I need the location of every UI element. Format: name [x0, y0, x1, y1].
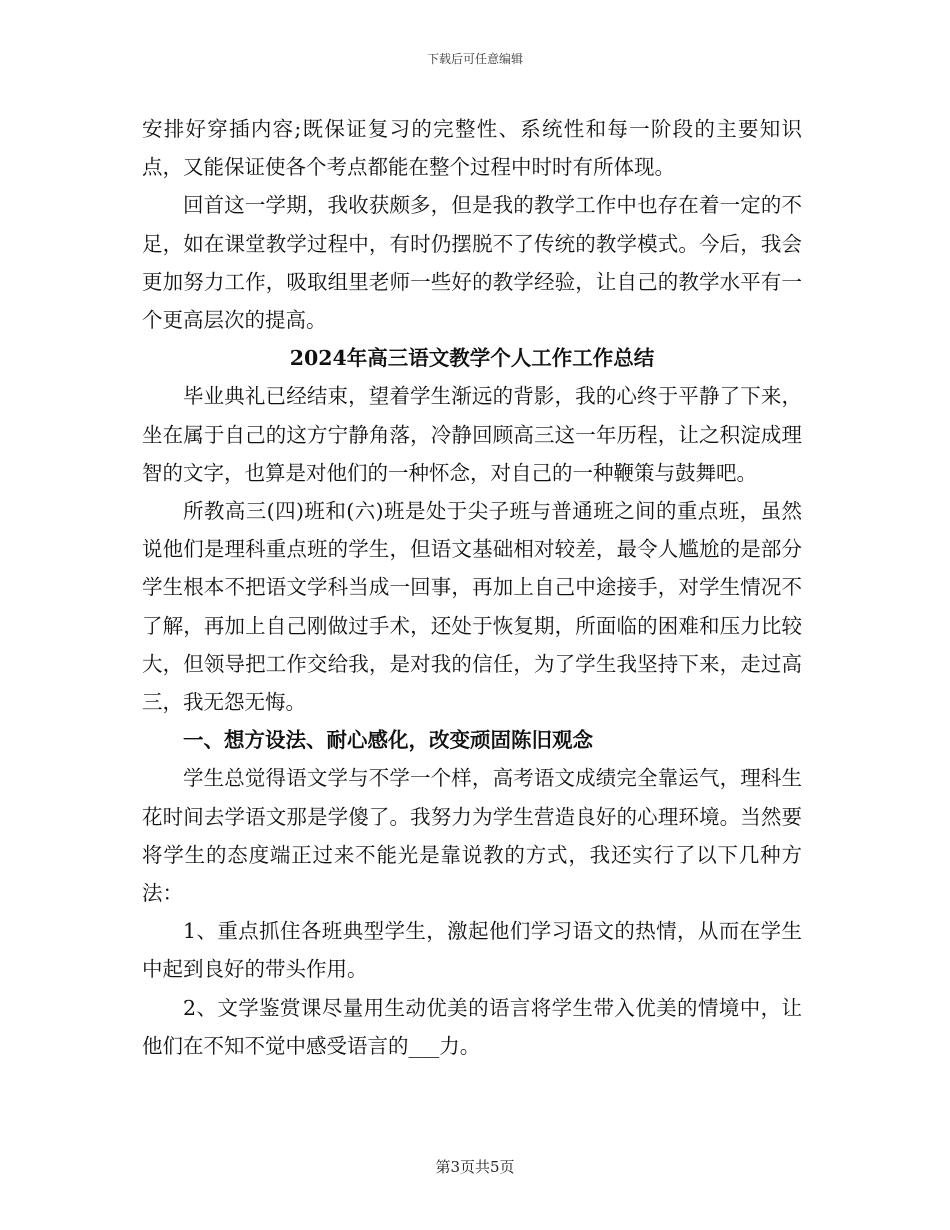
paragraph-intro: 毕业典礼已经结束，望着学生渐远的背影，我的心终于平静了下来，坐在属于自己的这方宁静角落，冷静回顾高三这一年历程，让之积淀成理智的文字，也算是对他们的一种怀念，对自己的一种鞭策与鼓舞吧。	[142, 384, 802, 485]
list-item-2: 2、文学鉴赏课尽量用生动优美的语言将学生带入优美的情境中，让他们在不知不觉中感受语言的___力。	[142, 995, 802, 1058]
paragraph-continuation: 安排好穿插内容;既保证复习的完整性、系统性和每一阶段的主要知识点，又能保证使各个考点都能在整个过程中时时有所体现。	[142, 117, 802, 180]
document-title: 2024年高三语文教学个人工作工作总结	[289, 346, 655, 371]
page-header: 下载后可任意编辑	[426, 52, 523, 66]
paragraph-student-attitude: 学生总觉得语文学与不学一个样，高考语文成绩完全靠运气，理科生花时间去学语文那是学傻了。我努力为学生营造良好的心理环境。当然要将学生的态度端正过来不能光是靠说教的方式，我还实行了以下几种方法：	[142, 766, 802, 906]
document-body	[142, 110, 802, 1065]
list-item-1: 1、重点抓住各班典型学生，激起他们学习语文的热情，从而在学生中起到良好的带头作用。	[142, 919, 802, 982]
page-number: 第3页共5页	[435, 1158, 515, 1176]
paragraph-class-situation: 所教高三(四)班和(六)班是处于尖子班与普通班之间的重点班，虽然说他们是理科重点班的学生，但语文基础相对较差，最令人尴尬的是部分学生根本不把语文学科当成一回事，再加上自己中途接手，对学生情况不了解，再加上自己刚做过手术，还处于恢复期，所面临的困难和压力比较大，但领导把工作交给我，是对我的信任，为了学生我坚持下来，走过高三，我无怨无悔。	[142, 499, 802, 715]
paragraph-reflection: 回首这一学期，我收获颇多，但是我的教学工作中也存在着一定的不足，如在课堂教学过程中，有时仍摆脱不了传统的教学模式。今后，我会更加努力工作，吸取组里老师一些好的教学经验，让自己的教学水平有一个更高层次的提高。	[142, 193, 802, 333]
section-heading-1: 一、想方设法、耐心感化，改变顽固陈旧观念	[183, 728, 593, 753]
